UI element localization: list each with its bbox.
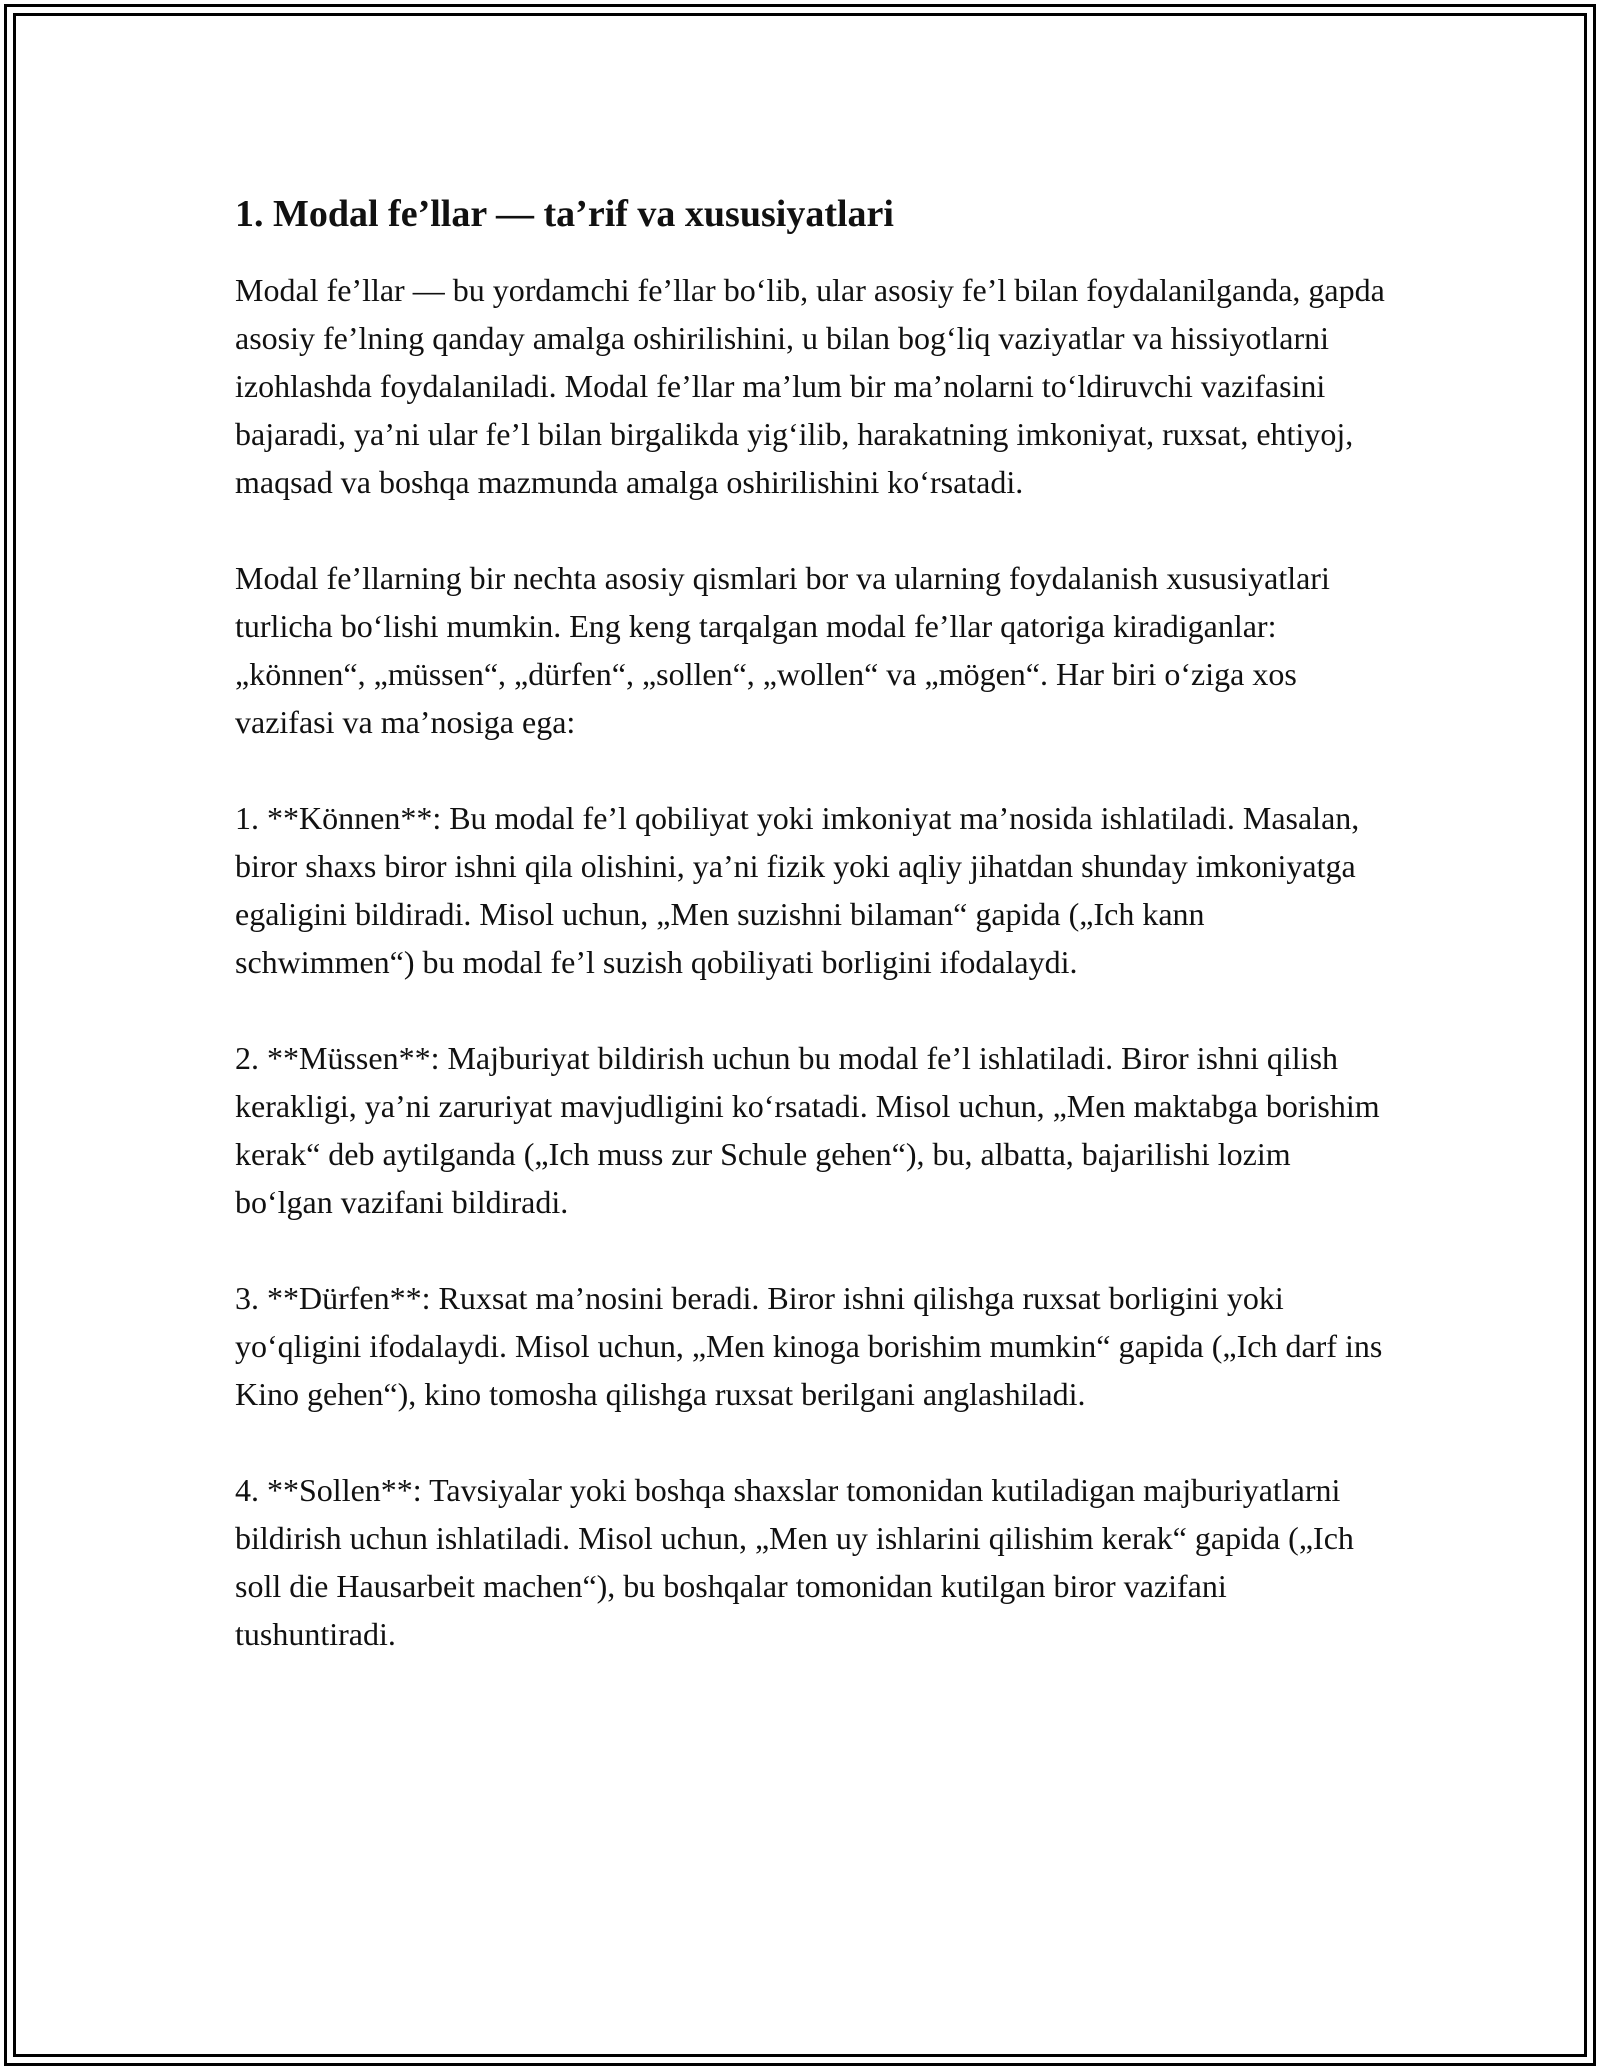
paragraph-intro: Modal fe’llar — bu yordamchi fe’llar bo‘lib, ular asosiy fe’l bilan foydalanilganda, gapda asosiy fe’lning qanday amalga oshirilishini, u bilan bog‘liq vaziyatlar va hissiyotlarni izohlashda foydalaniladi. Modal fe’llar ma’lum bir ma’nolarni to‘ldiruvchi vazifasini bajaradi, ya’ni ular fe’l bilan birgalikda yig‘ilib, harakatning imkoniyat, ruxsat, ehtiyoj, maqsad va boshqa mazmunda amalga oshirilishini ko‘rsatadi. [235, 272, 1385, 500]
paragraph-overview: Modal fe’llarning bir nechta asosiy qismlari bor va ularning foydalanish xususiyatlari turlicha bo‘lishi mumkin. Eng keng tarqalgan modal fe’llar qatoriga kiradiganlar: „können“, „müssen“, „dürfen“, „sollen“, „wollen“ va „mögen“. Har biri o‘ziga xos vazifasi va ma’nosiga ega: [235, 560, 1330, 740]
paragraph-sollen: 4. **Sollen**: Tavsiyalar yoki boshqa shaxslar tomonidan kutiladigan majburiyatlarni bildirish uchun ishlatiladi. Misol uchun, „Men uy ishlarini qilishim kerak“ gapida („Ich soll die Hausarbeit machen“), bu boshqalar tomonidan kutilgan biror vazifani tushuntiradi. [235, 1472, 1354, 1652]
paragraph-mussen: 2. **Müssen**: Majburiyat bildirish uchun bu modal fe’l ishlatiladi. Biror ishni qilish kerakligi, ya’ni zaruriyat mavjudligini ko‘rsatadi. Misol uchun, „Men maktabga borishim kerak“ deb aytilganda („Ich muss zur Schule gehen“), bu, albatta, bajarilishi lozim bo‘lgan vazifani bildiradi. [235, 1040, 1380, 1220]
paragraph-konnen: 1. **Können**: Bu modal fe’l qobiliyat yoki imkoniyat ma’nosida ishlatiladi. Masalan, biror shaxs biror ishni qila olishini, ya’ni fizik yoki aqliy jihatdan shunday imkoniyatga egaligini bildiradi. Misol uchun, „Men suzishni bilaman“ gapida („Ich kann schwimmen“) bu modal fe’l suzish qobiliyati borligini ifodalaydi. [235, 800, 1360, 980]
document-body [235, 186, 1385, 1706]
paragraph-durfen: 3. **Dürfen**: Ruxsat ma’nosini beradi. Biror ishni qilishga ruxsat borligini yoki yo‘qligini ifodalaydi. Misol uchun, „Men kinoga borishim mumkin“ gapida („Ich darf ins Kino gehen“), kino tomosha qilishga ruxsat berilgani anglashiladi. [235, 1280, 1383, 1412]
section-heading: 1. Modal fe’llar — ta’rif va xususiyatlari [235, 193, 894, 235]
